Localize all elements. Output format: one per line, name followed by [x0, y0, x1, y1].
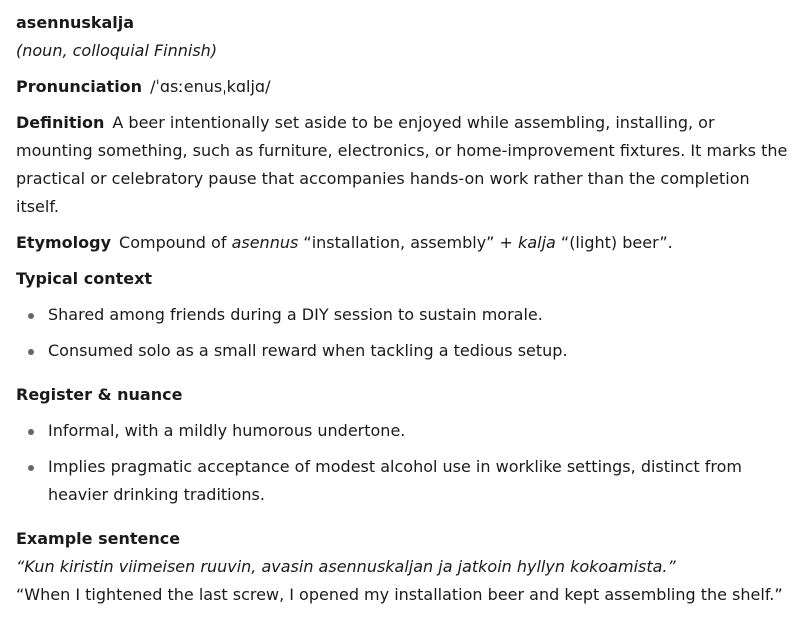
list-item [16, 417, 788, 445]
example-heading: Example sentence [16, 529, 181, 548]
pronunciation-row [16, 73, 788, 101]
bullet-icon [28, 349, 34, 355]
example-english: “When I tightened the last screw, I opened my installation beer and kept assembling the shelf.” [16, 585, 783, 604]
definition-text: A beer intentionally set aside to be enjoyed while assembling, installing, or mounting something, such as furniture, electronics, or home-improvement fixtures. It marks the practical or celebratory pause that accompanies hands-on work rather than the completion itself. [16, 113, 788, 216]
list-item-text: Shared among friends during a DIY session to sustain morale. [48, 305, 543, 324]
etymology-prefix: Compound of [119, 233, 232, 252]
typical-context-heading: Typical context [16, 269, 153, 288]
list-item [16, 301, 788, 329]
etymology-label: Etymology [16, 233, 112, 252]
etymology-part2: kalja [518, 233, 556, 252]
list-item [16, 453, 788, 509]
etymology-gloss1: “installation, assembly” + [298, 233, 519, 252]
register-heading: Register & nuance [16, 385, 183, 404]
definition-row [16, 109, 788, 221]
typical-context-list [16, 301, 788, 365]
list-item-text: Implies pragmatic acceptance of modest alcohol use in worklike settings, distinct from heavier drinking traditions. [48, 457, 742, 504]
bullet-icon [28, 313, 34, 319]
etymology-gloss2: “(light) beer”. [555, 233, 673, 252]
definition-label: Definition [16, 113, 105, 132]
dictionary-entry [0, 9, 804, 609]
pronunciation-ipa: /ˈɑsːenusˌkɑljɑ/ [150, 77, 271, 96]
part-of-speech: (noun, colloquial Finnish) [16, 41, 218, 60]
pronunciation-label: Pronunciation [16, 77, 143, 96]
example-finnish: “Kun kiristin viimeisen ruuvin, avasin asennuskaljan ja jatkoin hyllyn kokoamista.” [16, 557, 676, 576]
list-item [16, 337, 788, 365]
bullet-icon [28, 465, 34, 471]
register-list [16, 417, 788, 509]
etymology-part1: asennus [231, 233, 299, 252]
list-item-text: Informal, with a mildly humorous undertone. [48, 421, 406, 440]
headword: asennuskalja [16, 13, 135, 32]
etymology-row [16, 229, 788, 257]
list-item-text: Consumed solo as a small reward when tackling a tedious setup. [48, 341, 568, 360]
bullet-icon [28, 429, 34, 435]
